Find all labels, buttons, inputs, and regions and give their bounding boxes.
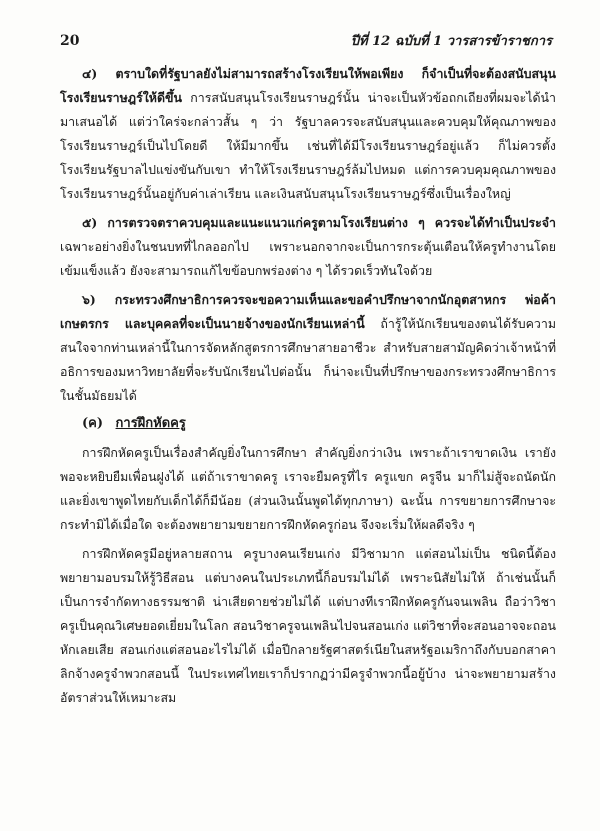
item-lead: ๕) การตรวจตราควบคุมและแนะแนวแก่ครูตามโรงเรียนต่าง ๆ ควรจะได้ทำเป็นประจำ xyxy=(82,215,556,230)
item-lead: ๔) ตราบใดที่รัฐบาลยังไม่สามารถสร้างโรงเรียนให้พอเพียง ก็จำเป็นที่จะต้องสนับสนุนโรงเรียนราษฎร์ให้ดีขึ้น xyxy=(60,66,556,105)
section-mark: (ค) xyxy=(82,416,103,431)
section-title: การฝึกหัดครู xyxy=(115,416,186,431)
list-item xyxy=(60,288,556,408)
page-header xyxy=(60,30,552,52)
paragraph: การฝึกหัดครูมีอยู่หลายสถาน ครูบางคนเรียนเก่ง มีวิชามาก แต่สอนไม่เป็น ชนิดนี้ต้องพยายามอบรมให้รู้วิธีสอน แต่บางคนในประเภทนี้ก็อบรมไม่ได้ เพราะนิสัยไม่ให้ ถ้าเช่นนั้นก็เป็นการจำกัดทางธรรมชาติ น่าเสียดายช่วยไม่ได้ แต่บางทีเราฝึกหัดครูกันจนเพลิน ถือว่าวิชาครูเป็นคุณวิเศษยอดเยี่ยมในโลก สอนวิชาครูจนเพลินไปจนสอนเก่ง แต่วิชาที่จะสอนอาจจะถอนหักเลยเสีย สอนเก่งแต่สอนอะไรไม่ได้ เมื่อปีกลายรัฐศาสตร์เนียในสหรัฐอเมริกาถึงกับบอกสาคาลิกจ้างครูจำพวกสอนนี้ ในประเทศไทยเราก็ปรากฏว่ามีครูจำพวกนี้อยู้บ้าง น่าจะพยายามสร้างอัตราส่วนให้เหมาะสม xyxy=(60,546,556,705)
section-heading xyxy=(82,413,556,435)
item-text: ถ้ารู้ให้นักเรียนของตนได้รับความสนใจจากท่านเหล่านี้ในการจัดหลักสูตรการศึกษาสายอาชีวะ สำหรับสายสามัญคิดว่าเจ้าหน้าที่อธิการของมหาวิทยาลัยที่จะรับนักเรียนไปต่อนั้น ก็น่าจะเป็นที่ปรึกษาของกระทรวงศึกษาธิการในชั้นมัธยมได้ xyxy=(60,316,556,403)
list-item xyxy=(60,62,556,206)
item-text: เฉพาะอย่างยิ่งในชนบทที่ไกลออกไป เพราะนอกจากจะเป็นการกระตุ้นเตือนให้ครูทำงานโดยเข้มแข็งแล้ว ยังจะสามารถแก้ไขข้อบกพร่องต่าง ๆ ได้รวดเร็วทันใจด้วย xyxy=(60,239,556,278)
list-item xyxy=(60,211,556,283)
article-body xyxy=(60,62,556,715)
journal-title: ปีที่ 12 ฉบับที่ 1 วารสารข้าราชการ xyxy=(350,34,552,49)
page-number: 20 xyxy=(60,33,80,49)
paragraph: การฝึกหัดครูเป็นเรื่องสำคัญยิ่งในการศึกษา สำคัญยิ่งกว่าเงิน เพราะถ้าเราขาดเงิน เรายังพอจะหยิบยืมเพื่อนฝูงได้ แต่ถ้าเราขาดครู เราจะยืมครูที่ไร ครูแขก ครูจีน มาก็ไม่สู้จะถนัดนัก และยิ่งเขาพูดไทยกับเด็กได้ก็มีน้อย (ส่วนเงินนั้นพูดได้ทุกภาษา) ฉะนั้น การขยายการศึกษาจะกระทำมิได้เมื่อใด จะต้องพยายามขยายการฝึกหัดครูก่อน จึงจะเริ่มให้ผลดีจริง ๆ xyxy=(60,445,556,532)
item-lead: ๖) กระทรวงศึกษาธิการควรจะขอความเห็นและขอคำปรึกษาจากนักอุตสาหกร พ่อค้าเกษตรกร และบุคคลที่จะเป็นนายจ้างของนักเรียนเหล่านี้ xyxy=(60,292,556,331)
item-text: การสนับสนุนโรงเรียนราษฎร์นั้น น่าจะเป็นหัวข้อถกเถียงที่ผมจะได้นำมาเสนอได้ แต่ว่าใคร่จะกล่าวสั้น ๆ ว่า รัฐบาลควรจะสนับสนุนและควบคุมให้คุณภาพของโรงเรียนราษฎร์เป็นไปโดยดี ให้มีมากขึ้น เช่นที่ได้มีโรงเรียนราษฎร์อยู่แล้ว ก็ไม่ควรตั้งโรงเรียนรัฐบาลไปแข่งขันกับเขา ทำให้โรงเรียนราษฎร์ล้มไปหมด แต่การควบคุมคุณภาพของโรงเรียนราษฎร์นั้นอยู่กับค่าเล่าเรียน และเงินสนับสนุนโรงเรียนราษฎร์ซึ่งเป็นเรื่องใหญ่ xyxy=(60,90,556,201)
